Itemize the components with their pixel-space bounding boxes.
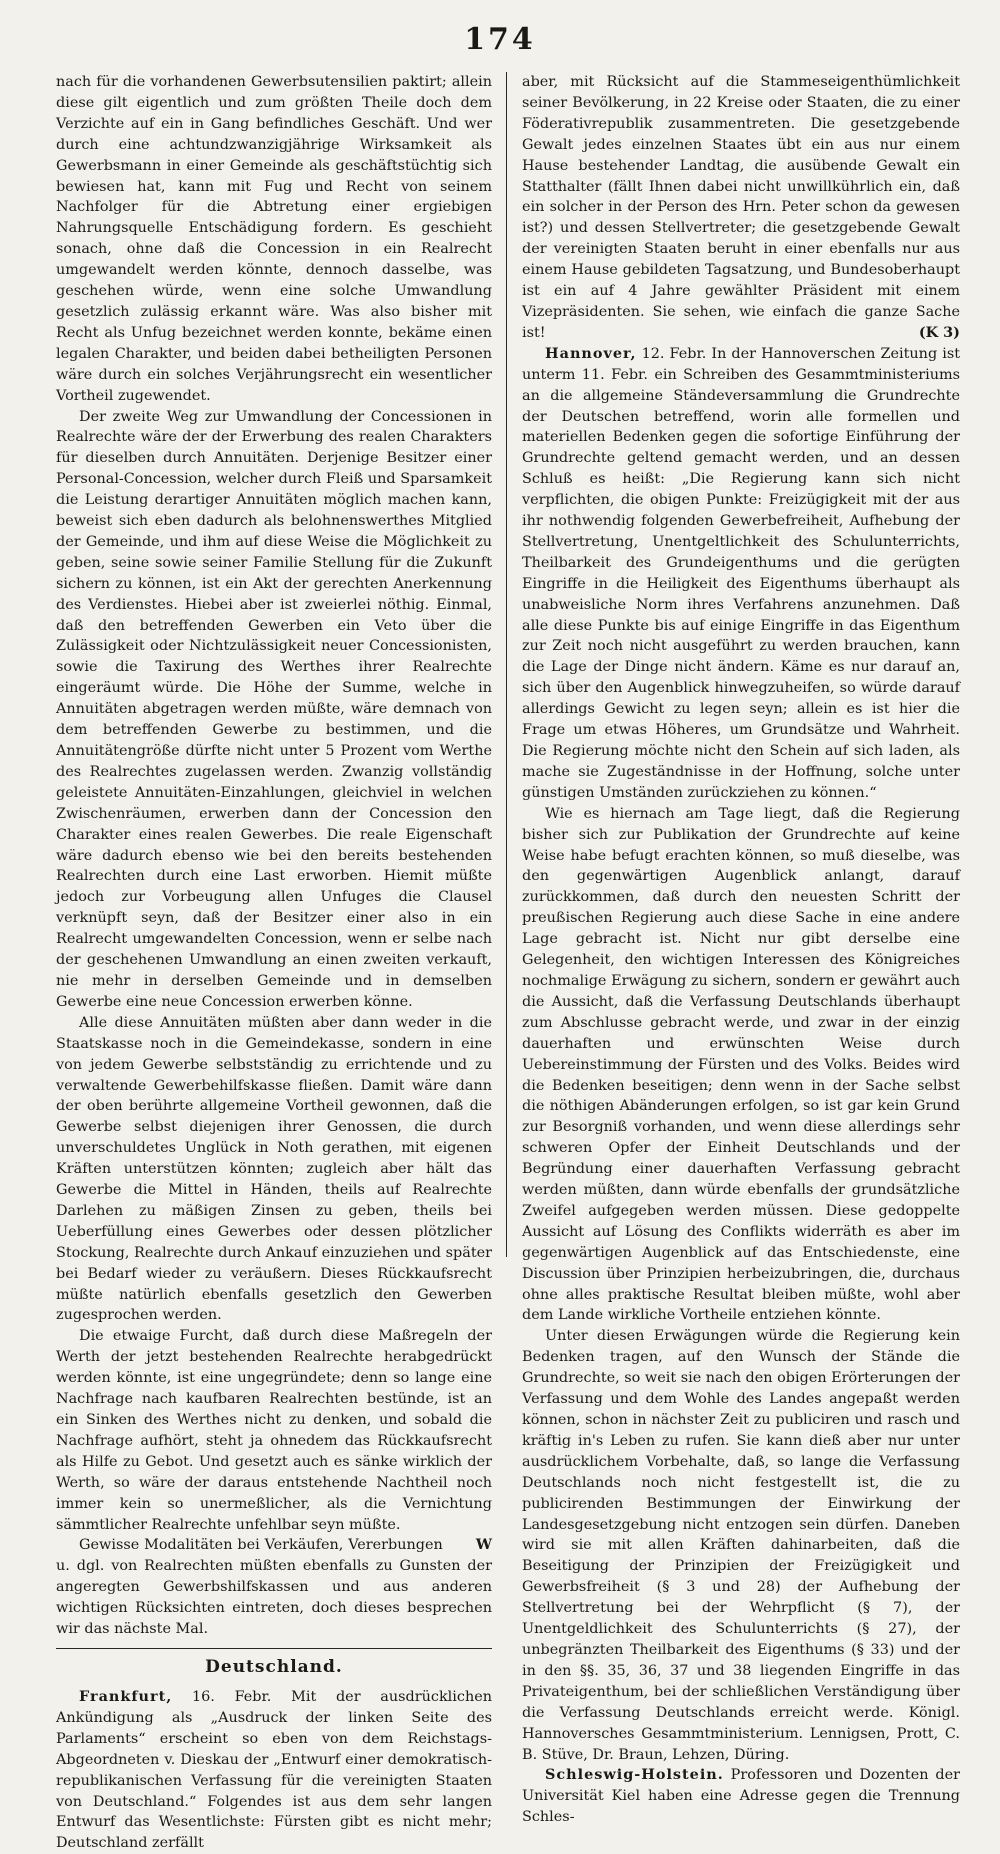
left-column bbox=[56, 72, 492, 1852]
dateline-frankfurt: Frankfurt, bbox=[79, 1687, 173, 1705]
article-paragraph: Unter diesen Erwägungen würde die Regierung kein Bedenken tragen, auf den Wunsch der Stände die Grundrechte, so weit sie nach den obigen Erörterungen der Verfassung und dem Wohle des Landes angepaßt werden können, schon in nächster Zeit zu publiciren und rasch und kräftig in's Leben zu rufen. Sie kann dieß aber nur unter ausdrücklichem Vorbehalte, daß, so lange die Verfassung Deutschlands noch nicht festgestellt ist, die zu publicirenden Bestimmungen der Einwirkung der Landesgesetzgebung nicht entzogen sein dürfen. Daneben wird sie mit allen Kräften dahinarbeiten, daß die Beseitigung der Prinzipien der Freizügigkeit und Gewerbsfreiheit (§ 3 und 28) der Aufhebung der Stellvertretung bei der Wehrpflicht (§ 7), der Unentgeldlichkeit des Schulunterrichts (§ 27), der unbegränzten Theilbarkeit des Eigenthums (§ 33) und der in den §§. 35, 36, 37 und 38 liegenden Eingriffe in das Privateigenthum, bei der schließlichen Verständigung über die Verfassung Deutschlands erreicht werde. Königl. Hannoversches Gesammtministerium. Lennigsen, Prott, C. B. Stüve, Dr. Braun, Lehzen, Düring. bbox=[522, 1328, 960, 1763]
news-item-hannover bbox=[522, 344, 960, 804]
right-column bbox=[522, 72, 960, 1826]
news-item-schleswig bbox=[522, 1765, 960, 1828]
dateline-schleswig: Schleswig-Holstein. bbox=[545, 1766, 724, 1784]
news-item-frankfurt bbox=[56, 1687, 492, 1854]
article-paragraph-text: aber, mit Rücksicht auf die Stammeseigenthümlichkeit seiner Bevölkerung, in 22 Kreise oder Staaten, die zu einer Föderativrepublik zusammentreten. Die gesetzgebende Gewalt jedes einzelnen Staates übt ein aus nur einem Hause bestehender Landtag, die ausübende Gewalt ein Statthalter (fällt Ihnen dabei nicht unwillkührlich ein, daß ein solcher in der Person des Hrn. Peter schon da gewesen ist?) und dessen Stellvertreter; die gesetzgebende Gewalt der vereinigten Staaten beruht in einer ebenfalls nur aus einem Hause gebildeten Tagsatzung, und Bundesoberhaupt ist ein auf 4 Jahre gewählter Präsident mit einem Vizepräsidenten. Sie sehen, wie einfach die ganze Sache ist! bbox=[522, 74, 960, 341]
column-divider bbox=[506, 72, 507, 1257]
article-paragraph-text: Gewisse Modalitäten bei Verkäufen, Vererbungen u. dgl. von Realrechten müßten ebenfalls zu Gunsten der angeregten Gewerbshilfskassen und aus anderen wichtigen Rücksichten eintreten, doch dieses besprechen wir das nächste Mal. bbox=[56, 1537, 492, 1638]
section-heading: Deutschland. bbox=[205, 1656, 343, 1677]
section-rule bbox=[56, 1648, 492, 1649]
signature-w: W bbox=[475, 1536, 492, 1554]
article-paragraph: Die etwaige Furcht, daß durch diese Maßregeln der Werth der jetzt bestehenden Realrechte herabgedrückt werden könnte, ist eine ungegründete; denn so lange eine Nachfrage nach kaufbaren Realrechten bestünde, ist an ein Sinken des Werthes nicht zu denken, und sobald die Nachfrage aufhört, steht ja ohnedem das Rückkaufsrecht als Hilfe zu Gebot. Und gesetzt auch es sänke wirklich der Werth, so wäre der daraus entstehende Nachtheil noch immer kein so unermeßlicher, als die Vernichtung sämmtlicher Realrechte unfehlbar seyn müßte. bbox=[56, 1328, 492, 1533]
news-text-frankfurt: 16. Febr. Mit der ausdrücklichen Ankündigung als „Ausdruck der linken Seite des Parlaments“ erscheint so eben von dem Reichstags-Abgeordneten v. Dieskau der „Entwurf einer demokratisch-republikanischen Verfassung für die vereinigten Staaten von Deutschland.“ Folgendes ist aus dem sehr langen Entwurf das Wesentlichste: Fürsten gibt es nicht mehr; Deutschland zerfällt bbox=[56, 1688, 492, 1852]
signature-k3: (K 3) bbox=[918, 323, 960, 341]
news-continuation bbox=[522, 72, 960, 344]
article-paragraph: Alle diese Annuitäten müßten aber dann weder in die Staatskasse noch in die Gemeindekasse, sondern in eine von jedem Gewerbe selbstständig zu errichtende und zu verwaltende Gewerbehilfskasse fließen. Damit wäre dann der oben berührte allgemeine Vortheil gewonnen, daß die Gewerbe selbst diejenigen ihrer Genossen, die durch unverschuldetes Unglück in Noth gerathen, mit eigenen Kräften unterstützen könnten; zugleich aber hält das Gewerbe die Mittel in Händen, theils auf Realrechte Darlehen zu mäßigen Zinsen zu geben, theils bei Ueberfüllung eines Gewerbes oder dessen plötzlicher Stockung, Realrechte durch Ankauf einzuziehen und später bei Bedarf wieder zu veräußern. Dieses Rückkaufsrecht müßte natürlich ebenfalls gesetzlich den Gewerben zugesprochen werden. bbox=[56, 1014, 492, 1324]
page-number: 174 bbox=[464, 22, 536, 57]
article-paragraph: Der zweite Weg zur Umwandlung der Concessionen in Realrechte wäre der der Erwerbung des realen Charakters für dieselben durch Annuitäten. Derjenige Besitzer einer Personal-Concession, welcher durch Fleiß und Sparsamkeit die Leistung derartiger Annuitäten möglich machen kann, beweist sich eben dadurch als belohnenswerthes Mitglied der Gemeinde, und ihm auf diese Weise die Möglichkeit zu geben, seine sowie seiner Familie Stellung für die Zukunft sichern zu können, ist ein Akt der gerechten Anerkennung des Verdienstes. Hiebei aber ist zweierlei nöthig. Einmal, daß den betreffenden Gewerben ein Veto über die Zulässigkeit oder Nichtzulässigkeit neuer Concessionisten, sowie die Taxirung des Werthes ihrer Realrechte eingeräumt würde. Die Höhe der Summe, welche in Annuitäten abgetragen werden müßte, wäre demnach von dem betreffenden Gewerbe zu bestimmen, und die Annuitätengröße dürfte nicht unter 5 Prozent vom Werthe des Realrechtes zugelassen werden. Zwanzig vollständig geleistete Annuitäten-Einzahlungen, gleichviel in welchen Zwischenräumen, erwerben dann der Concession den Charakter eines realen Gewerbes. Die reale Eigenschaft wäre dadurch ebenso wie bei den bereits bestehenden Realrechten durch eine Last erworben. Hiemit müßte jedoch zur Vorbeugung allen Unfuges die Clausel verknüpft seyn, daß der Besitzer einer also in ein Realrecht umgewandelten Concession, wenn er selbe nach der geschehenen Umwandlung an einen zweiten verkauft, nie mehr in derselben Gemeinde und in demselben Gewerbe eine neue Concession erwerben könne. bbox=[56, 408, 492, 1010]
dateline-hannover: Hannover, bbox=[545, 344, 637, 362]
news-text-schleswig: Professoren und Dozenten der Universität Kiel haben eine Adresse gegen die Trennung Schles- bbox=[522, 1767, 960, 1826]
article-paragraph-final bbox=[56, 1535, 492, 1640]
article-paragraph: Wie es hiernach am Tage liegt, daß die Regierung bisher sich zur Publikation der Grundrechte auf keine Weise habe befugt erachten können, so muß dieselbe, was den gegenwärtigen Augenblick anlangt, darauf zurückkommen, daß durch den neuesten Schritt der preußischen Regierung auch diese Sache in eine andere Lage gebracht ist. Nicht nur gibt derselbe eine Gelegenheit, den wichtigen Interessen des Königreiches nochmalige Erwägung zu sichern, sondern er gewährt auch die Aussicht, daß die Verfassung Deutschlands überhaupt zum Abschlusse gebracht werde, und zwar in der einzig dauerhaften und erwünschten Weise durch Uebereinstimmung der Fürsten und des Volks. Beides wird die Bedenken beseitigen; denn wenn in der Sache selbst die nöthigen Abänderungen erfolgen, so ist gar kein Grund zur Besorgniß vorhanden, und wenn diese allerdings sehr schweren Opfer der Einheit Deutschlands und der Begründung einer dauerhaften Verfassung gebracht werden müßten, dann würde ebenfalls der grundsätzliche Zweifel aufgegeben werden müssen. Diese gedoppelte Aussicht auf Lösung des Conflikts widerräth es aber im gegenwärtigen Augenblick auf das Entschiedenste, eine Discussion über Prinzipien herbeizubringen, die, durchaus ohne alles praktische Resultat bleiben müßte, wohl aber dem Lande wirkliche Vortheile entziehen könnte. bbox=[522, 805, 960, 1324]
news-text-hannover: 12. Febr. In der Hannoverschen Zeitung ist unterm 11. Febr. ein Schreiben des Gesammtministeriums an die allgemeine Ständeversammlung die Grundrechte der Deutschen betreffend, worin alle formellen und materiellen Bedenken gegen die sofortige Einführung der Grundrechte geltend gemacht werden, und an dessen Schluß es heißt: „Die Regierung kann sich nicht verpflichten, die obigen Punkte: Freizügigkeit mit der aus ihr nothwendig folgenden Gewerbefreiheit, Aufhebung der Stellvertretung, Unentgeltlichkeit des Schulunterrichts, Theilbarkeit des Grundeigenthums und die gerügten Eingriffe in die Heiligkeit des Eigenthums überhaupt als unabweisliche Norm ihres Verfahrens anzunehmen. Daß alle diese Punkte bis auf einige Eingriffe in das Eigenthum zur Zeit noch nicht ausgeführt zu werden brauchen, kann die Lage der Dinge nicht ändern. Käme es nur darauf an, sich über den Augenblick hinwegzuheifen, so würde darauf allerdings Gewicht zu legen seyn; allein es ist hier die Frage um etwas Höheres, um Grundsätze und Wahrheit. Die Regierung möchte nicht den Schein auf sich laden, als mache sie Zugeständnisse in der Hoffnung, solche unter günstigen Umständen zurückziehen zu können.“ bbox=[522, 345, 960, 801]
article-paragraph: nach für die vorhandenen Gewerbsutensilien paktirt; allein diese gilt eigentlich und zum größten Theile doch dem Verzichte auf ein in Gang befindliches Geschäft. Und wer durch eine achtundzwanzigjährige Wirksamkeit als Gewerbsmann in einer Gemeinde als geschäftstüchtig sich bewiesen hat, kann mit Fug und Recht von seinem Nachfolger für die Abtretung einer ergiebigen Nahrungsquelle Entschädigung fordern. Es geschieht sonach, ohne daß die Concession in ein Realrecht umgewandelt werden könnte, dennoch dasselbe, was geschehen würde, wenn eine solche Umwandlung gesetzlich zulässig erkannt wäre. Was also bisher mit Recht als Unfug bezeichnet werden konnte, bekäme einen legalen Charakter, und beiden dabei betheiligten Personen wäre durch ein solches Verjährungsrecht ein wesentlicher Vortheil zugewendet. bbox=[56, 74, 492, 404]
